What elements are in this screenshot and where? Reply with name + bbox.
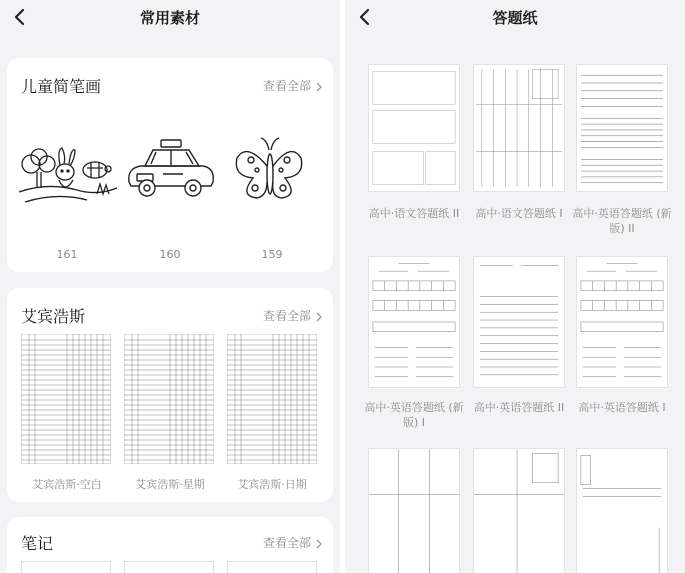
view-all-label: 查看全部 [262,309,311,323]
page-title: 常用素材 [139,9,200,27]
chevron-right-icon [315,538,323,548]
item-caption: 艾宾浩斯·星期 [135,478,205,491]
answer-sheet-thumbnail[interactable] [368,448,460,573]
english-sheet-new-i-thumbnail[interactable] [368,256,460,388]
item-caption: 160 [159,248,181,261]
answer-sheet-panel [345,0,685,573]
section-ebbinghaus [7,288,333,502]
view-all-link[interactable] [263,307,323,324]
note-template-icon[interactable] [124,561,214,573]
taxi-drawing-icon[interactable] [123,138,217,202]
item-caption: 159 [261,248,283,261]
english-sheet-i-thumbnail[interactable] [576,256,668,388]
rabbit-turtle-drawing-icon[interactable] [17,132,117,208]
view-all-link[interactable] [263,534,323,551]
section-title: 笔记 [21,534,54,553]
chevron-right-icon [315,311,323,321]
item-caption: 161 [56,248,78,261]
section-title: 儿童简笔画 [21,77,102,96]
chevron-right-icon [315,81,323,91]
section-title: 艾宾浩斯 [21,307,86,326]
top-bar [0,0,340,36]
view-all-label: 查看全部 [262,536,311,550]
butterfly-drawing-icon[interactable] [233,136,305,206]
ebbinghaus-table-icon[interactable] [124,334,214,464]
answer-sheet-thumbnail[interactable] [576,448,668,573]
view-all-link[interactable] [263,77,323,94]
english-sheet-new-ii-thumbnail[interactable] [576,64,668,192]
materials-panel [0,0,340,573]
item-caption: 艾宾浩斯·空白 [32,478,102,491]
note-template-icon[interactable] [227,561,317,573]
section-kids-drawings [7,58,333,272]
ebbinghaus-table-icon[interactable] [21,334,111,464]
view-all-label: 查看全部 [262,79,311,93]
ebbinghaus-table-icon[interactable] [227,334,317,464]
chinese-sheet-ii-thumbnail[interactable] [368,64,460,192]
chinese-sheet-i-thumbnail[interactable] [473,64,565,192]
answer-sheet-thumbnail[interactable] [473,448,565,573]
sheet-caption: 高中·英语答题纸 II [473,401,565,414]
page-title: 答题纸 [492,9,538,27]
english-sheet-ii-thumbnail[interactable] [473,256,565,388]
sheet-caption: 高中·英语答题纸 (新版) II [572,207,672,235]
section-notes [7,517,333,573]
sheet-caption: 高中·英语答题纸 (新版) I [364,401,464,429]
sheet-caption: 高中·英语答题纸 I [578,401,666,414]
sheet-caption: 高中·语文答题纸 II [368,207,460,220]
item-caption: 艾宾浩斯·日期 [237,478,307,491]
top-bar [345,0,685,36]
sheet-caption: 高中·语文答题纸 I [475,207,563,220]
note-template-icon[interactable] [21,561,111,573]
